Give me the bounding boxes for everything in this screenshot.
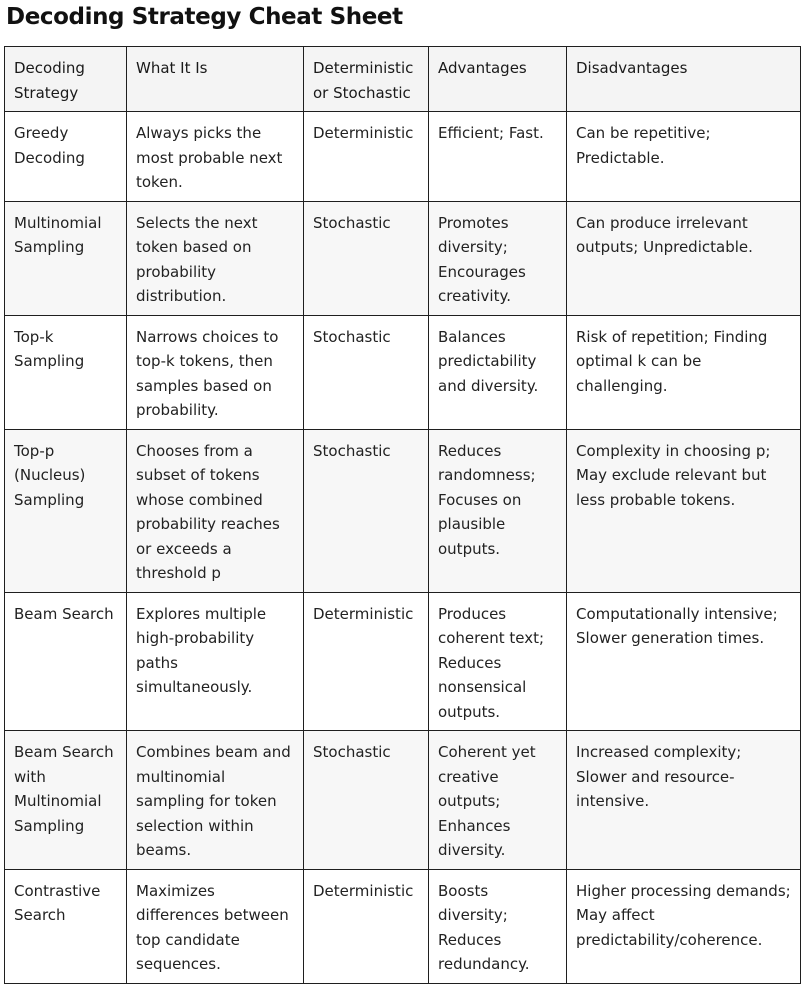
table-header-row bbox=[5, 47, 801, 112]
table-row bbox=[5, 112, 801, 202]
column-header-type: Deterministic or Stochastic bbox=[304, 47, 429, 112]
cell-disadvantages: Higher processing demands; May affect predictability/coherence. bbox=[567, 869, 801, 983]
cell-advantages: Balances predictability and diversity. bbox=[429, 315, 567, 429]
cell-strategy: Multinomial Sampling bbox=[5, 201, 127, 315]
cell-strategy: Greedy Decoding bbox=[5, 112, 127, 202]
cell-strategy: Beam Search with Multinomial Sampling bbox=[5, 731, 127, 870]
cell-what-it-is: Maximizes differences between top candidate sequences. bbox=[127, 869, 304, 983]
cell-strategy: Top-k Sampling bbox=[5, 315, 127, 429]
cell-strategy: Top-p (Nucleus) Sampling bbox=[5, 429, 127, 592]
cell-type: Stochastic bbox=[304, 731, 429, 870]
cell-strategy: Beam Search bbox=[5, 592, 127, 731]
cell-disadvantages: Increased complexity; Slower and resource-intensive. bbox=[567, 731, 801, 870]
cell-what-it-is: Chooses from a subset of tokens whose combined probability reaches or exceeds a threshold p bbox=[127, 429, 304, 592]
cell-what-it-is: Combines beam and multinomial sampling for token selection within beams. bbox=[127, 731, 304, 870]
cell-strategy: Contrastive Search bbox=[5, 869, 127, 983]
cell-disadvantages: Computationally intensive; Slower generation times. bbox=[567, 592, 801, 731]
cell-type: Stochastic bbox=[304, 201, 429, 315]
column-header-disadvantages: Disadvantages bbox=[567, 47, 801, 112]
cell-advantages: Coherent yet creative outputs; Enhances diversity. bbox=[429, 731, 567, 870]
cell-advantages: Reduces randomness; Focuses on plausible outputs. bbox=[429, 429, 567, 592]
cell-what-it-is: Narrows choices to top-k tokens, then samples based on probability. bbox=[127, 315, 304, 429]
cell-advantages: Efficient; Fast. bbox=[429, 112, 567, 202]
cell-disadvantages: Can produce irrelevant outputs; Unpredictable. bbox=[567, 201, 801, 315]
column-header-strategy: Decoding Strategy bbox=[5, 47, 127, 112]
cell-what-it-is: Always picks the most probable next token. bbox=[127, 112, 304, 202]
table-row bbox=[5, 731, 801, 870]
cell-advantages: Promotes diversity; Encourages creativity. bbox=[429, 201, 567, 315]
cell-type: Deterministic bbox=[304, 592, 429, 731]
page-title: Decoding Strategy Cheat Sheet bbox=[6, 4, 403, 30]
table-row bbox=[5, 869, 801, 983]
cell-type: Stochastic bbox=[304, 315, 429, 429]
cell-what-it-is: Explores multiple high-probability paths simultaneously. bbox=[127, 592, 304, 731]
table-row bbox=[5, 315, 801, 429]
cell-disadvantages: Complexity in choosing p; May exclude relevant but less probable tokens. bbox=[567, 429, 801, 592]
table-row bbox=[5, 592, 801, 731]
cheat-sheet-table bbox=[4, 46, 801, 984]
cell-disadvantages: Can be repetitive; Predictable. bbox=[567, 112, 801, 202]
cell-advantages: Produces coherent text; Reduces nonsensical outputs. bbox=[429, 592, 567, 731]
cell-disadvantages: Risk of repetition; Finding optimal k can be challenging. bbox=[567, 315, 801, 429]
column-header-what-it-is: What It Is bbox=[127, 47, 304, 112]
cell-type: Deterministic bbox=[304, 869, 429, 983]
column-header-advantages: Advantages bbox=[429, 47, 567, 112]
table-row bbox=[5, 201, 801, 315]
table-row bbox=[5, 429, 801, 592]
cell-advantages: Boosts diversity; Reduces redundancy. bbox=[429, 869, 567, 983]
cell-type: Stochastic bbox=[304, 429, 429, 592]
cell-type: Deterministic bbox=[304, 112, 429, 202]
cell-what-it-is: Selects the next token based on probability distribution. bbox=[127, 201, 304, 315]
